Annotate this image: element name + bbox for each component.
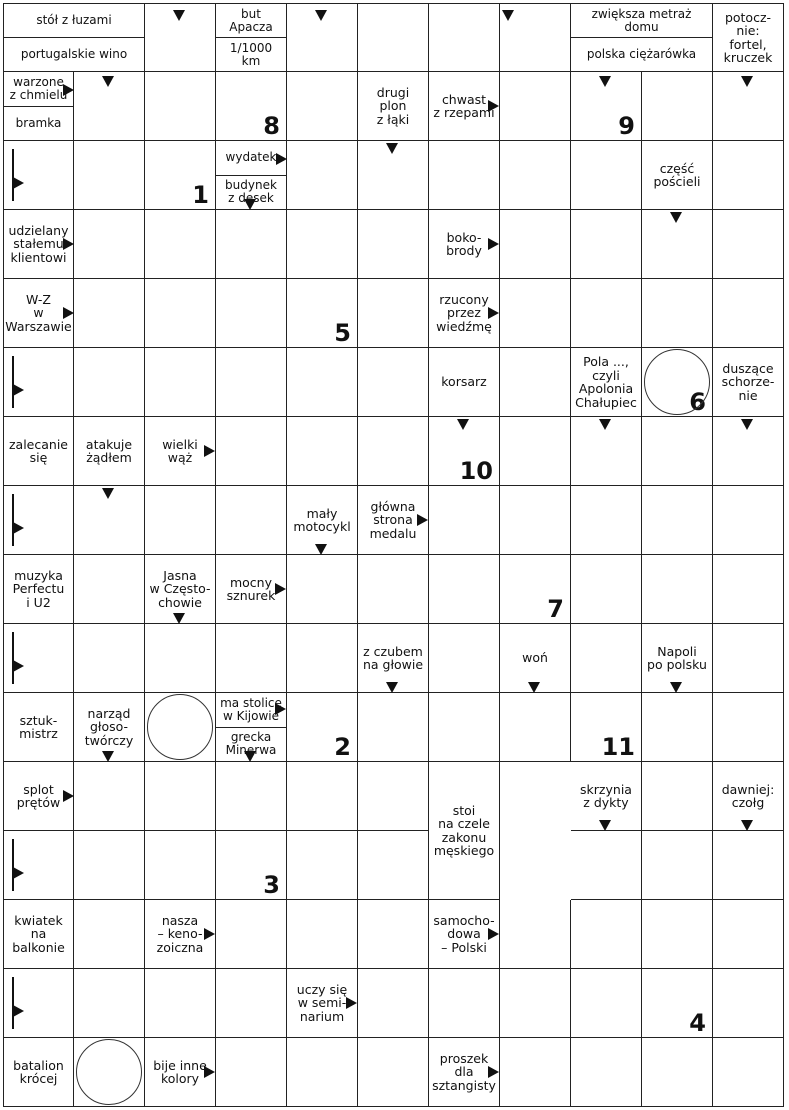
clue-text: proszek dla sztangisty <box>432 1050 496 1093</box>
flag-icon <box>12 356 24 408</box>
answer-cell[interactable] <box>3 348 74 417</box>
answer-cell[interactable] <box>642 831 713 900</box>
answer-cell[interactable] <box>500 3 571 72</box>
answer-cell[interactable] <box>713 900 784 969</box>
answer-cell[interactable] <box>358 693 429 762</box>
answer-cell[interactable] <box>358 831 429 900</box>
answer-cell[interactable] <box>287 624 358 693</box>
clue-splot-pretow <box>3 762 74 831</box>
clue-part: stół z łuzami <box>36 13 112 27</box>
answer-cell[interactable] <box>500 969 571 1038</box>
answer-cell[interactable] <box>571 831 642 900</box>
answer-cell[interactable] <box>642 693 713 762</box>
highlight-circle <box>644 349 710 415</box>
answer-cell[interactable] <box>713 141 784 210</box>
arrow-down-icon <box>457 419 469 430</box>
answer-cell[interactable] <box>713 831 784 900</box>
clue-text: skrzynia z dykty <box>580 781 632 810</box>
arrow-right-icon <box>63 238 74 250</box>
clue-text: z czubem na głowie <box>362 643 424 672</box>
arrow-down-icon <box>386 682 398 693</box>
clue-muzyka <box>3 555 74 624</box>
answer-cell[interactable] <box>642 555 713 624</box>
answer-cell[interactable] <box>216 279 287 348</box>
clue-text: uczy się w semi- narium <box>296 981 348 1024</box>
answer-cell[interactable] <box>287 693 358 762</box>
answer-cell[interactable] <box>287 831 358 900</box>
answer-cell[interactable] <box>500 1038 571 1107</box>
answer-cell[interactable] <box>287 555 358 624</box>
cell-number: 3 <box>263 871 280 899</box>
answer-cell[interactable] <box>358 762 429 831</box>
clue-dawniej-czolg <box>713 762 784 831</box>
answer-cell[interactable] <box>713 279 784 348</box>
clue-glowna-strona <box>358 486 429 555</box>
clue-part: 1/1000 km <box>216 37 286 71</box>
answer-cell[interactable] <box>500 141 571 210</box>
answer-cell[interactable] <box>74 969 145 1038</box>
arrow-right-icon <box>488 928 499 940</box>
answer-cell[interactable] <box>74 486 145 555</box>
clue-text: bije inne kolory <box>153 1057 207 1086</box>
answer-cell[interactable] <box>642 279 713 348</box>
arrow-right-icon <box>275 703 286 715</box>
clue-text: woń <box>522 650 548 666</box>
clue-text: dawniej: czołg <box>721 781 775 810</box>
arrow-right-icon <box>488 100 499 112</box>
arrow-down-icon <box>502 10 514 21</box>
answer-cell[interactable] <box>642 969 713 1038</box>
answer-cell[interactable] <box>358 1038 429 1107</box>
answer-cell[interactable] <box>145 693 216 762</box>
clue-stol-z-luzami <box>3 3 145 72</box>
cell-number: 11 <box>601 733 635 761</box>
clue-part: budynek z desek <box>216 175 286 210</box>
clue-samochodowa <box>429 900 500 969</box>
arrow-down-icon <box>315 544 327 555</box>
clue-napoli <box>642 624 713 693</box>
answer-cell[interactable] <box>3 969 74 1038</box>
cell-number: 8 <box>263 112 280 140</box>
arrow-down-icon <box>599 419 611 430</box>
answer-cell[interactable] <box>500 900 571 969</box>
answer-cell[interactable] <box>358 348 429 417</box>
answer-cell[interactable] <box>216 762 287 831</box>
clue-mocny-sznurek <box>216 555 287 624</box>
arrow-right-icon <box>204 445 215 457</box>
answer-cell[interactable] <box>713 1038 784 1107</box>
clue-text: drugi plon z łąki <box>376 84 410 127</box>
answer-cell[interactable] <box>74 1038 145 1107</box>
answer-cell[interactable] <box>287 141 358 210</box>
clue-udzielany <box>3 210 74 279</box>
clue-bije-inne <box>145 1038 216 1107</box>
answer-cell[interactable] <box>358 210 429 279</box>
arrow-down-icon <box>102 488 114 499</box>
clue-text: kwiatek na balkonie <box>12 912 65 955</box>
answer-cell[interactable] <box>358 279 429 348</box>
cell-number: 7 <box>547 595 564 623</box>
arrow-down-icon <box>244 199 256 210</box>
clue-warzone <box>3 72 74 141</box>
answer-cell[interactable] <box>287 3 358 72</box>
answer-cell[interactable] <box>571 555 642 624</box>
clue-text: zalecanie się <box>8 436 68 465</box>
answer-cell[interactable] <box>713 624 784 693</box>
clue-text: sztuk- mistrz <box>19 712 58 741</box>
answer-cell[interactable] <box>500 72 571 141</box>
answer-cell[interactable] <box>571 279 642 348</box>
clue-text: duszące schorze- nie <box>721 360 775 403</box>
clue-text: chwast z rzepami <box>433 91 495 120</box>
answer-cell[interactable] <box>74 279 145 348</box>
arrow-down-icon <box>315 10 327 21</box>
answer-cell[interactable] <box>216 624 287 693</box>
arrow-down-icon <box>528 682 540 693</box>
arrow-down-icon <box>599 820 611 831</box>
clue-but-apacza <box>216 3 287 72</box>
answer-cell[interactable] <box>74 555 145 624</box>
clue-rzucony <box>429 279 500 348</box>
answer-cell[interactable] <box>3 624 74 693</box>
clue-text: Jasna w Często- chowie <box>149 567 211 610</box>
arrow-right-icon <box>488 238 499 250</box>
cell-number: 1 <box>192 181 209 209</box>
answer-cell[interactable] <box>216 1038 287 1107</box>
clue-czesc-poscieli <box>642 141 713 210</box>
answer-cell[interactable] <box>358 555 429 624</box>
clue-text: korsarz <box>441 374 487 390</box>
answer-cell[interactable] <box>571 969 642 1038</box>
answer-cell[interactable] <box>287 417 358 486</box>
clue-text: mały motocykl <box>293 505 351 534</box>
answer-cell[interactable] <box>145 3 216 72</box>
arrow-right-icon <box>204 1066 215 1078</box>
arrow-down-icon <box>173 613 185 624</box>
answer-cell[interactable] <box>287 348 358 417</box>
clue-maly-motocykl <box>287 486 358 555</box>
answer-cell[interactable] <box>358 141 429 210</box>
answer-cell[interactable] <box>429 3 500 72</box>
clue-wielki-waz <box>145 417 216 486</box>
answer-cell[interactable] <box>287 279 358 348</box>
answer-cell[interactable] <box>642 72 713 141</box>
answer-cell[interactable] <box>216 900 287 969</box>
answer-cell[interactable] <box>216 348 287 417</box>
answer-cell[interactable] <box>429 624 500 693</box>
answer-cell[interactable] <box>145 348 216 417</box>
answer-cell[interactable] <box>642 210 713 279</box>
answer-cell[interactable] <box>429 417 500 486</box>
clue-text: batalion krócej <box>13 1057 64 1086</box>
answer-cell[interactable] <box>74 210 145 279</box>
answer-cell[interactable] <box>713 486 784 555</box>
clue-atakuje <box>74 417 145 486</box>
answer-cell[interactable] <box>713 969 784 1038</box>
clue-text: samocho- dowa – Polski <box>433 912 495 955</box>
answer-cell[interactable] <box>429 693 500 762</box>
flag-icon <box>12 149 24 201</box>
answer-cell[interactable] <box>216 417 287 486</box>
highlight-circle <box>147 694 213 760</box>
answer-cell[interactable] <box>3 486 74 555</box>
clue-skrzynia <box>571 762 642 831</box>
answer-cell[interactable] <box>642 900 713 969</box>
answer-cell[interactable] <box>500 279 571 348</box>
answer-cell[interactable] <box>287 210 358 279</box>
clue-pola <box>571 348 642 417</box>
answer-cell[interactable] <box>3 831 74 900</box>
arrow-right-icon <box>276 153 287 165</box>
arrow-down-icon <box>102 751 114 762</box>
flag-icon <box>12 494 24 546</box>
clue-text: stoi na czele zakonu męskiego <box>433 802 495 858</box>
answer-cell[interactable] <box>500 555 571 624</box>
arrow-right-icon <box>346 997 357 1009</box>
cell-number: 2 <box>334 733 351 761</box>
answer-cell[interactable] <box>571 210 642 279</box>
answer-cell[interactable] <box>642 348 713 417</box>
highlight-circle <box>76 1039 142 1105</box>
answer-cell[interactable] <box>74 762 145 831</box>
answer-cell[interactable] <box>642 762 713 831</box>
arrow-down-icon <box>670 212 682 223</box>
clue-nasza-era <box>145 900 216 969</box>
clue-text: atakuje żądłem <box>85 436 133 465</box>
cell-number: 6 <box>689 388 706 416</box>
answer-cell[interactable] <box>74 141 145 210</box>
clue-text: Napoli po polsku <box>647 643 707 672</box>
answer-cell[interactable] <box>571 486 642 555</box>
clue-sztukmistrz <box>3 693 74 762</box>
answer-cell[interactable] <box>145 486 216 555</box>
arrow-down-icon <box>102 76 114 87</box>
answer-cell[interactable] <box>429 141 500 210</box>
clue-text: narząd głoso- twórczy <box>84 705 134 748</box>
clue-wydatek <box>216 141 287 210</box>
answer-cell[interactable] <box>145 210 216 279</box>
clue-z-czubem <box>358 624 429 693</box>
arrow-right-icon <box>63 307 74 319</box>
answer-cell[interactable] <box>358 969 429 1038</box>
answer-cell[interactable] <box>216 486 287 555</box>
clue-part: but Apacza <box>229 6 273 34</box>
arrow-down-icon <box>741 76 753 87</box>
clue-part: polska ciężarówka <box>571 37 712 71</box>
clue-kwiatek <box>3 900 74 969</box>
clue-bokobrody <box>429 210 500 279</box>
clue-text: Pola ..., czyli Apolonia Chałupiec <box>575 354 637 410</box>
answer-cell[interactable] <box>145 72 216 141</box>
answer-cell[interactable] <box>74 72 145 141</box>
clue-part: warzone z chmielu <box>9 74 68 102</box>
clue-text: główna strona medalu <box>369 498 417 541</box>
answer-cell[interactable] <box>571 1038 642 1107</box>
answer-cell[interactable] <box>500 486 571 555</box>
clue-stoi-na-czele <box>429 762 500 900</box>
flag-icon <box>12 839 24 891</box>
answer-cell[interactable] <box>571 693 642 762</box>
clue-korsarz <box>429 348 500 417</box>
arrow-right-icon <box>204 928 215 940</box>
answer-cell[interactable] <box>571 900 642 969</box>
arrow-right-icon <box>417 514 428 526</box>
clue-text: W-Z w Warszawie <box>5 291 72 334</box>
answer-cell[interactable] <box>358 417 429 486</box>
clue-ma-stolice <box>216 693 287 762</box>
clue-text: muzyka Perfectu i U2 <box>12 567 65 610</box>
answer-cell[interactable] <box>287 72 358 141</box>
arrow-down-icon <box>670 682 682 693</box>
clue-zalecanie <box>3 417 74 486</box>
answer-cell[interactable] <box>145 831 216 900</box>
answer-cell[interactable] <box>74 348 145 417</box>
answer-cell[interactable] <box>216 969 287 1038</box>
answer-cell[interactable] <box>571 72 642 141</box>
answer-cell[interactable] <box>74 831 145 900</box>
answer-cell[interactable] <box>145 762 216 831</box>
answer-cell[interactable] <box>713 210 784 279</box>
clue-won <box>500 624 571 693</box>
clue-text: wielki wąż <box>162 436 198 465</box>
answer-cell[interactable] <box>500 348 571 417</box>
arrow-right-icon <box>63 84 74 96</box>
answer-cell[interactable] <box>287 1038 358 1107</box>
answer-cell[interactable] <box>500 417 571 486</box>
answer-cell[interactable] <box>642 1038 713 1107</box>
clue-jasna <box>145 555 216 624</box>
flag-icon <box>12 632 24 684</box>
clue-drugi-plon <box>358 72 429 141</box>
answer-cell[interactable] <box>145 141 216 210</box>
answer-cell[interactable] <box>216 210 287 279</box>
clue-text: boko- brody <box>446 229 482 258</box>
answer-cell[interactable] <box>642 486 713 555</box>
clue-part: wydatek <box>225 150 277 165</box>
answer-cell[interactable] <box>145 279 216 348</box>
arrow-down-icon <box>244 751 256 762</box>
clue-narzad <box>74 693 145 762</box>
clue-text: część pościeli <box>653 160 701 189</box>
answer-cell[interactable] <box>429 555 500 624</box>
arrow-right-icon <box>488 1066 499 1078</box>
clue-part: bramka <box>4 106 73 141</box>
arrow-down-icon <box>741 820 753 831</box>
arrow-right-icon <box>275 583 286 595</box>
answer-cell[interactable] <box>571 141 642 210</box>
cell-number: 5 <box>334 319 351 347</box>
clue-w-z <box>3 279 74 348</box>
clue-text: potocz- nie: fortel, kruczek <box>723 9 773 65</box>
clue-part: zwiększa metraż domu <box>591 6 692 34</box>
answer-cell[interactable] <box>216 831 287 900</box>
clue-uczy-sie <box>287 969 358 1038</box>
cell-number: 4 <box>689 1009 706 1037</box>
clue-batalion <box>3 1038 74 1107</box>
answer-cell[interactable] <box>145 969 216 1038</box>
arrow-down-icon <box>741 419 753 430</box>
answer-cell[interactable] <box>145 624 216 693</box>
answer-cell[interactable] <box>429 486 500 555</box>
clue-text: rzucony przez wiedźmę <box>436 291 492 334</box>
arrow-down-icon <box>386 143 398 154</box>
answer-cell[interactable] <box>571 624 642 693</box>
answer-cell[interactable] <box>358 900 429 969</box>
clue-part: grecka Minerwa <box>216 727 286 762</box>
answer-cell[interactable] <box>74 900 145 969</box>
answer-cell[interactable] <box>216 72 287 141</box>
clue-text: nasza – keno- zoiczna <box>156 912 204 955</box>
cell-number: 10 <box>459 457 493 485</box>
cell-number: 9 <box>618 112 635 140</box>
clue-text: splot prętów <box>16 781 61 810</box>
answer-cell[interactable] <box>571 417 642 486</box>
answer-cell[interactable] <box>287 900 358 969</box>
flag-icon <box>12 977 24 1029</box>
clue-potocznie <box>713 3 784 72</box>
arrow-right-icon <box>488 307 499 319</box>
clue-proszek <box>429 1038 500 1107</box>
answer-cell[interactable] <box>642 417 713 486</box>
answer-cell[interactable] <box>500 693 571 762</box>
answer-cell[interactable] <box>713 693 784 762</box>
answer-cell[interactable] <box>287 762 358 831</box>
answer-cell[interactable] <box>3 141 74 210</box>
clue-zwieksza-metraz <box>571 3 713 72</box>
answer-cell[interactable] <box>74 624 145 693</box>
arrow-down-icon <box>173 10 185 21</box>
answer-cell[interactable] <box>429 969 500 1038</box>
arrow-right-icon <box>63 790 74 802</box>
answer-cell[interactable] <box>713 72 784 141</box>
clue-part: ma stolicę w Kijowie <box>220 695 282 723</box>
clue-text: udzielany stałemu klientowi <box>8 222 69 265</box>
answer-cell[interactable] <box>713 555 784 624</box>
answer-cell[interactable] <box>358 3 429 72</box>
clue-part: portugalskie wino <box>4 37 144 71</box>
clue-chwast <box>429 72 500 141</box>
arrow-down-icon <box>599 76 611 87</box>
answer-cell[interactable] <box>500 210 571 279</box>
clue-duszace <box>713 348 784 417</box>
answer-cell[interactable] <box>713 417 784 486</box>
clue-text: mocny sznurek <box>226 574 276 603</box>
